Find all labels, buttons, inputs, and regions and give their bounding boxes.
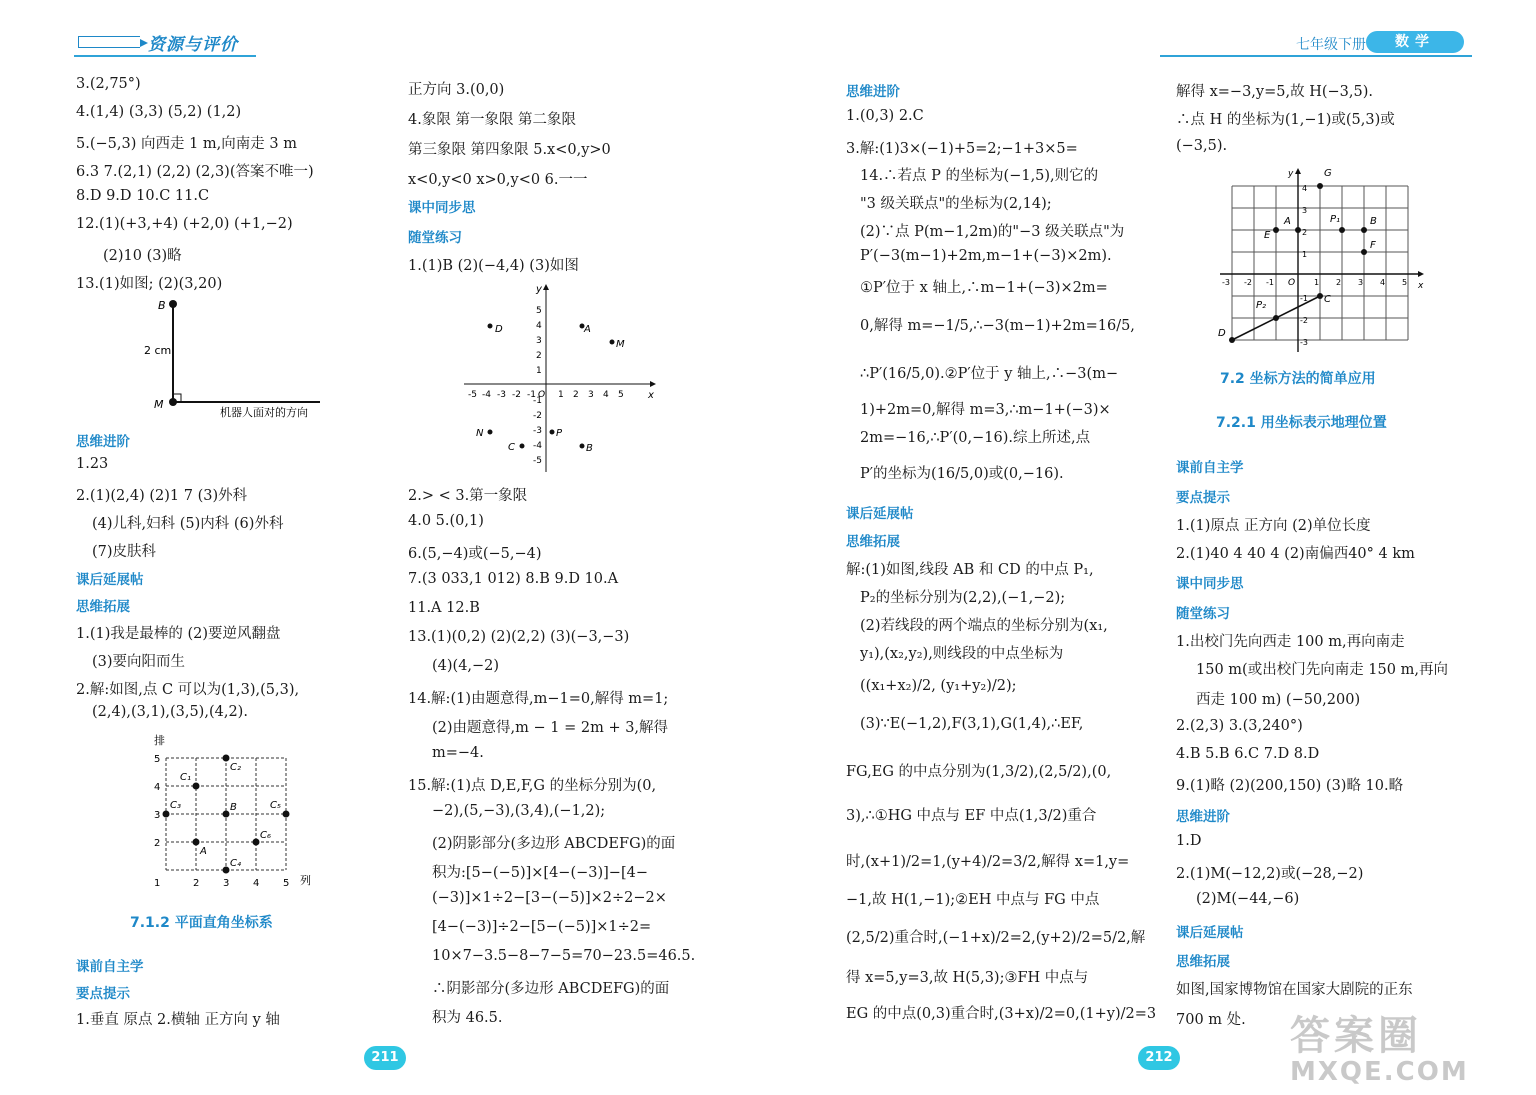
midpoint-grid-figure bbox=[1214, 164, 1430, 356]
text-line: 西走 100 m) (−50,200) bbox=[1196, 692, 1361, 708]
point-c3 bbox=[163, 811, 170, 818]
point-p bbox=[550, 430, 555, 435]
text-line: (2)∵点 P(m−1,2m)的"−3 级关联点"为 bbox=[860, 224, 1125, 240]
text-line: 10×7−3.5−8−7−5=70−23.5=46.5. bbox=[432, 948, 696, 964]
text-line: y₁),(x₂,y₂),则线段的中点坐标为 bbox=[860, 646, 1064, 662]
text-line: 3.解:(1)3×(−1)+5=2;−1+3×5= bbox=[846, 141, 1078, 157]
point-p2 bbox=[1273, 315, 1279, 321]
text-line: 1.(1)B (2)(−4,4) (3)如图 bbox=[408, 258, 579, 274]
row-axis-label: 排 bbox=[154, 734, 165, 747]
y-tick: 1 bbox=[536, 366, 542, 376]
text-line: 14.解:(1)由题意得,m−1=0,解得 m=1; bbox=[408, 691, 669, 707]
plane-point-labels bbox=[476, 324, 625, 454]
text-line: (−3)]×1÷2−[3−(−5)]×2÷2−2× bbox=[432, 890, 667, 906]
text-line: 解得 x=−3,y=5,故 H(−3,5). bbox=[1176, 84, 1373, 100]
point-label: C₁ bbox=[180, 772, 191, 783]
section-heading: 课中同步思 bbox=[408, 200, 476, 216]
x-arrow-icon bbox=[650, 381, 656, 387]
y-axis-label: y bbox=[1288, 169, 1294, 179]
section-title: 7.2 坐标方法的简单应用 bbox=[1220, 371, 1376, 387]
plane-points bbox=[488, 324, 615, 449]
text-line: 1.(1)我是最棒的 (2)要逆风翻盘 bbox=[76, 626, 281, 642]
text-line: −2),(5,−3),(3,4),(−1,2); bbox=[432, 803, 606, 819]
point-label: C₆ bbox=[260, 830, 271, 841]
label-b: B bbox=[158, 299, 166, 312]
text-line: P₂的坐标分别为(2,2),(−1,−2); bbox=[860, 590, 1066, 606]
header-rule-right bbox=[1160, 55, 1472, 57]
watermark-text: 答案圈 bbox=[1290, 1013, 1422, 1059]
text-line: 积为 46.5. bbox=[432, 1010, 503, 1026]
point-m bbox=[169, 398, 177, 406]
y-tick: 4 bbox=[536, 321, 542, 331]
y-tick: 3 bbox=[536, 336, 542, 346]
text-line: 4.象限 第一象限 第二象限 bbox=[408, 112, 577, 128]
x-tick: 4 bbox=[603, 390, 609, 400]
point-b bbox=[169, 300, 177, 308]
y-tick: 2 bbox=[536, 351, 542, 361]
y-tick: 3 bbox=[1302, 206, 1308, 215]
text-line: (2)若线段的两个端点的坐标分别为(x₁, bbox=[860, 618, 1108, 634]
length-label: 2 cm bbox=[144, 344, 172, 357]
point-c2 bbox=[223, 755, 230, 762]
x-tick: 4 bbox=[1380, 278, 1386, 287]
y-tick: 2 bbox=[1302, 228, 1308, 237]
x-tick: -1 bbox=[527, 390, 536, 400]
brand-arrow-icon bbox=[78, 36, 140, 48]
point-b bbox=[1361, 227, 1367, 233]
text-line: (4)儿科,妇科 (5)内科 (6)外科 bbox=[92, 516, 284, 532]
point-d bbox=[1229, 337, 1235, 343]
x-tick: -3 bbox=[1222, 278, 1230, 287]
y-tick: 2 bbox=[154, 838, 161, 849]
x-ticks bbox=[1222, 278, 1407, 287]
text-line: [4−(−3)]÷2−[5−(−5)]×1÷2= bbox=[432, 919, 652, 935]
text-line: 9.(1)略 (2)(200,150) (3)略 10.略 bbox=[1176, 778, 1404, 794]
text-line: P′的坐标为(16/5,0)或(0,−16). bbox=[860, 466, 1064, 482]
label-m: M bbox=[154, 398, 164, 411]
text-line: 8.D 9.D 10.C 11.C bbox=[76, 188, 210, 204]
subject-badge: 数学 bbox=[1366, 31, 1464, 53]
x-tick: -3 bbox=[497, 390, 506, 400]
text-line: 1)+2m=0,解得 m=3,∴m−1+(−3)× bbox=[860, 402, 1111, 418]
y-arrow-icon bbox=[1295, 168, 1301, 174]
watermark-url: MXQE.COM bbox=[1290, 1057, 1469, 1087]
section-heading: 随堂练习 bbox=[408, 230, 462, 246]
text-line: 12.(1)(+3,+4) (+2,0) (+1,−2) bbox=[76, 216, 293, 232]
text-line: 6.3 7.(2,1) (2,2) (2,3)(答案不唯一) bbox=[76, 164, 314, 180]
text-line: EG 的中点(0,3)重合时,(3+x)/2=0,(1+y)/2=3 bbox=[846, 1006, 1157, 1022]
y-tick: -4 bbox=[533, 441, 542, 451]
text-line: 0,解得 m=−1/5,∴−3(m−1)+2m=16/5, bbox=[860, 318, 1135, 334]
text-line: 2m=−16,∴P′(0,−16).综上所述,点 bbox=[860, 430, 1091, 446]
x-tick: 3 bbox=[1358, 278, 1364, 287]
text-line: 积为:[5−(−5)]×[4−(−3)]−[4− bbox=[432, 865, 648, 881]
point-m bbox=[610, 340, 615, 345]
x-tick: 3 bbox=[588, 390, 594, 400]
text-line: 2.(1)40 4 40 4 (2)南偏西40° 4 km bbox=[1176, 546, 1415, 562]
section-heading: 思维拓展 bbox=[846, 534, 900, 550]
text-line: x<0,y<0 x>0,y<0 6.一一 bbox=[408, 172, 588, 188]
section-heading: 要点提示 bbox=[1176, 490, 1230, 506]
point-label: F bbox=[1370, 240, 1376, 251]
y-tick: -1 bbox=[1300, 294, 1308, 303]
point-a bbox=[1295, 227, 1301, 233]
text-line: 1.D bbox=[1176, 833, 1202, 849]
text-line: 150 m(或出校门先向南走 150 m,再向 bbox=[1196, 662, 1448, 678]
text-line: 2.> < 3.第一象限 bbox=[408, 488, 528, 504]
x-tick: 2 bbox=[573, 390, 579, 400]
text-line: (7)皮肤科 bbox=[92, 544, 157, 560]
text-line: 3),∴①HG 中点与 EF 中点(1,3/2)重合 bbox=[846, 808, 1097, 824]
x-arrow-icon bbox=[1418, 271, 1424, 277]
text-line: (2)M(−44,−6) bbox=[1196, 891, 1300, 907]
text-line: (3)要向阳而生 bbox=[92, 654, 186, 670]
y-tick: -2 bbox=[533, 411, 542, 421]
x-tick: 4 bbox=[253, 878, 260, 889]
text-line: 6.(5,−4)或(−5,−4) bbox=[408, 546, 542, 562]
point-n bbox=[488, 430, 493, 435]
page-number-right: 212 bbox=[1138, 1046, 1180, 1070]
x-tick: 1 bbox=[154, 878, 161, 889]
text-line: 4.0 5.(0,1) bbox=[408, 513, 484, 529]
text-line: 7.(3 033,1 012) 8.B 9.D 10.A bbox=[408, 571, 619, 587]
point-label: C bbox=[508, 442, 515, 453]
robot-direction-figure bbox=[138, 296, 338, 422]
y-tick: 5 bbox=[536, 306, 542, 316]
text-line: P′(−3(m−1)+2m,m−1+(−3)×2m). bbox=[860, 248, 1112, 264]
section-heading: 思维进阶 bbox=[76, 434, 130, 450]
text-line: −1,故 H(1,−1);②EH 中点与 FG 中点 bbox=[846, 892, 1100, 908]
page-number-left: 211 bbox=[364, 1046, 406, 1070]
x-tick: 5 bbox=[618, 390, 624, 400]
text-line: 13.(1)如图; (2)(3,20) bbox=[76, 276, 223, 292]
text-line: (2,5/2)重合时,(−1+x)/2=2,(y+2)/2=5/2,解 bbox=[846, 930, 1146, 946]
point-label: C bbox=[1324, 294, 1331, 305]
point-label: B bbox=[586, 443, 593, 454]
text-line: (2)10 (3)略 bbox=[103, 248, 182, 264]
origin-label: O bbox=[538, 390, 546, 400]
point-label: G bbox=[1324, 168, 1332, 179]
point-label: B bbox=[230, 802, 237, 813]
point-c4 bbox=[223, 867, 230, 874]
point-e bbox=[1273, 227, 1279, 233]
section-heading: 要点提示 bbox=[76, 986, 130, 1002]
text-line: 正方向 3.(0,0) bbox=[408, 82, 505, 98]
text-line: 1.23 bbox=[76, 456, 109, 472]
text-line: (−3,5). bbox=[1176, 138, 1228, 154]
point-label: D bbox=[495, 324, 503, 335]
section-heading: 课中同步思 bbox=[1176, 576, 1244, 592]
text-line: 如图,国家博物馆在国家大剧院的正东 bbox=[1176, 982, 1413, 998]
text-line: 得 x=5,y=3,故 H(5,3);③FH 中点与 bbox=[846, 970, 1089, 986]
section-heading: 思维拓展 bbox=[1176, 954, 1230, 970]
text-line: FG,EG 的中点分别为(1,3/2),(2,5/2),(0, bbox=[846, 764, 1112, 780]
point-label: A bbox=[1284, 216, 1291, 227]
x-tick: -1 bbox=[1266, 278, 1274, 287]
y-tick: -5 bbox=[533, 456, 542, 466]
point-label: A bbox=[200, 846, 207, 857]
section-heading: 课后延展帖 bbox=[76, 572, 144, 588]
point-label: A bbox=[584, 324, 591, 335]
solid-grid bbox=[1232, 186, 1408, 340]
point-d bbox=[488, 324, 493, 329]
x-tick: 5 bbox=[1402, 278, 1408, 287]
point-p1 bbox=[1339, 227, 1345, 233]
point-c bbox=[1317, 293, 1323, 299]
y-ticks bbox=[1300, 184, 1308, 347]
y-tick: 3 bbox=[154, 810, 161, 821]
text-line: 11.A 12.B bbox=[408, 600, 480, 616]
text-line: 15.解:(1)点 D,E,F,G 的坐标分别为(0, bbox=[408, 778, 657, 794]
section-heading: 课后延展帖 bbox=[1176, 925, 1244, 941]
text-line: 1.(1)原点 正方向 (2)单位长度 bbox=[1176, 518, 1371, 534]
y-tick: -3 bbox=[1300, 338, 1308, 347]
point-label: C₃ bbox=[170, 800, 181, 811]
text-line: 5.(−5,3) 向西走 1 m,向南走 3 m bbox=[76, 136, 297, 152]
text-line: 时,(x+1)/2=1,(y+4)/2=3/2,解得 x=1,y= bbox=[846, 854, 1130, 870]
section-title: 7.2.1 用坐标表示地理位置 bbox=[1216, 415, 1387, 431]
x-tick: 2 bbox=[1336, 278, 1342, 287]
y-tick: 4 bbox=[154, 782, 161, 793]
point-c6 bbox=[253, 839, 260, 846]
x-tick: 2 bbox=[193, 878, 200, 889]
grade-label: 七年级下册 bbox=[1296, 37, 1366, 53]
text-line: 2.解:如图,点 C 可以为(1,3),(5,3), bbox=[76, 682, 300, 698]
header-rule bbox=[74, 55, 256, 57]
x-axis-label: x bbox=[1418, 281, 1424, 291]
y-tick: 4 bbox=[1302, 184, 1308, 193]
watermark bbox=[1290, 1004, 1469, 1087]
text-line: 4.B 5.B 6.C 7.D 8.D bbox=[1176, 746, 1320, 762]
section-heading: 思维进阶 bbox=[846, 84, 900, 100]
y-axis-label: y bbox=[536, 284, 542, 295]
text-line: 2.(1)M(−12,2)或(−28,−2) bbox=[1176, 866, 1364, 882]
point-label: P₁ bbox=[1330, 214, 1341, 225]
y-tick: -1 bbox=[533, 396, 542, 406]
point-label: E bbox=[1264, 230, 1271, 241]
text-line: ∴阴影部分(多边形 ABCDEFG)的面 bbox=[432, 981, 670, 997]
text-line: (3)∵E(−1,2),F(3,1),G(1,4),∴EF, bbox=[860, 716, 1084, 732]
x-tick: 1 bbox=[558, 390, 564, 400]
x-tick: 5 bbox=[283, 878, 290, 889]
y-tick: -3 bbox=[533, 426, 542, 436]
col-axis-label: 列 bbox=[300, 874, 311, 887]
text-line: 1.垂直 原点 2.横轴 正方向 y 轴 bbox=[76, 1012, 280, 1028]
point-f bbox=[1361, 249, 1367, 255]
origin-label: O bbox=[1288, 278, 1296, 288]
x-tick: -2 bbox=[512, 390, 521, 400]
y-tick: -2 bbox=[1300, 316, 1308, 325]
point-c1 bbox=[193, 783, 200, 790]
text-line: ∴P′(16/5,0).②P′位于 y 轴上,∴−3(m− bbox=[860, 366, 1119, 382]
section-heading: 思维拓展 bbox=[76, 599, 130, 615]
point-label: C₅ bbox=[270, 800, 281, 811]
x-tick: -2 bbox=[1244, 278, 1252, 287]
text-line: 4.(1,4) (3,3) (5,2) (1,2) bbox=[76, 104, 242, 120]
text-line: 14.∴若点 P 的坐标为(−1,5),则它的 bbox=[860, 168, 1099, 184]
y-ticks bbox=[533, 306, 542, 466]
point-label: D bbox=[1218, 328, 1226, 339]
section-heading: 课前自主学 bbox=[76, 959, 144, 975]
y-arrow-icon bbox=[543, 284, 549, 290]
text-line: ((x₁+x₂)/2, (y₁+y₂)/2); bbox=[860, 678, 1017, 694]
text-line: ∴点 H 的坐标为(1,−1)或(5,3)或 bbox=[1176, 112, 1395, 128]
x-axis-label: x bbox=[648, 390, 654, 401]
section-title: 7.1.2 平面直角坐标系 bbox=[130, 915, 273, 931]
point-label: P₂ bbox=[1256, 300, 1267, 311]
point-g bbox=[1317, 183, 1323, 189]
section-heading: 随堂练习 bbox=[1176, 606, 1230, 622]
text-line: (2)由题意得,m − 1 = 2m + 3,解得 bbox=[432, 720, 669, 736]
y-tick: 5 bbox=[154, 754, 161, 765]
point-label: B bbox=[1370, 216, 1377, 227]
point-c bbox=[520, 444, 525, 449]
brand-title: 资源与评价 bbox=[148, 35, 238, 55]
section-heading: 课前自主学 bbox=[1176, 460, 1244, 476]
text-line: 13.(1)(0,2) (2)(2,2) (3)(−3,−3) bbox=[408, 629, 630, 645]
x-tick: 1 bbox=[1314, 278, 1320, 287]
text-line: ①P′位于 x 轴上,∴m−1+(−3)×2m= bbox=[860, 280, 1108, 296]
text-line: 解:(1)如图,线段 AB 和 CD 的中点 P₁, bbox=[846, 562, 1094, 578]
direction-label: 机器人面对的方向 bbox=[220, 406, 308, 419]
point-b bbox=[223, 811, 230, 818]
text-line: 2.(1)(2,4) (2)1 7 (3)外科 bbox=[76, 488, 248, 504]
point-label: M bbox=[616, 339, 625, 350]
coordinate-plane-figure-1 bbox=[460, 280, 660, 476]
point-label: P bbox=[556, 428, 563, 439]
section-heading: 思维进阶 bbox=[1176, 809, 1230, 825]
text-line: (2)阴影部分(多边形 ABCDEFG)的面 bbox=[432, 836, 676, 852]
section-heading: 课后延展帖 bbox=[846, 506, 914, 522]
text-line: 1.(0,3) 2.C bbox=[846, 108, 924, 124]
text-line: 1.出校门先向西走 100 m,再向南走 bbox=[1176, 634, 1405, 650]
point-a bbox=[193, 839, 200, 846]
text-line: 2.(2,3) 3.(3,240°) bbox=[1176, 718, 1303, 734]
text-line: (4)(4,−2) bbox=[432, 658, 500, 674]
x-tick: -4 bbox=[482, 390, 491, 400]
text-line: "3 级关联点"的坐标为(2,14); bbox=[860, 196, 1052, 212]
point-label: N bbox=[476, 428, 484, 439]
text-line: m=−4. bbox=[432, 745, 484, 761]
x-tick: -5 bbox=[468, 390, 477, 400]
text-line: 700 m 处. bbox=[1176, 1012, 1246, 1028]
text-line: (2,4),(3,1),(3,5),(4,2). bbox=[92, 704, 248, 720]
seat-grid-figure bbox=[140, 728, 330, 894]
point-label: C₂ bbox=[230, 762, 241, 773]
x-tick: 3 bbox=[223, 878, 230, 889]
point-b bbox=[580, 444, 585, 449]
point-c5 bbox=[283, 811, 290, 818]
text-line: 3.(2,75°) bbox=[76, 76, 141, 92]
y-tick: 1 bbox=[1302, 250, 1308, 259]
text-line: 第三象限 第四象限 5.x<0,y>0 bbox=[408, 142, 611, 158]
point-label: C₄ bbox=[230, 858, 241, 869]
